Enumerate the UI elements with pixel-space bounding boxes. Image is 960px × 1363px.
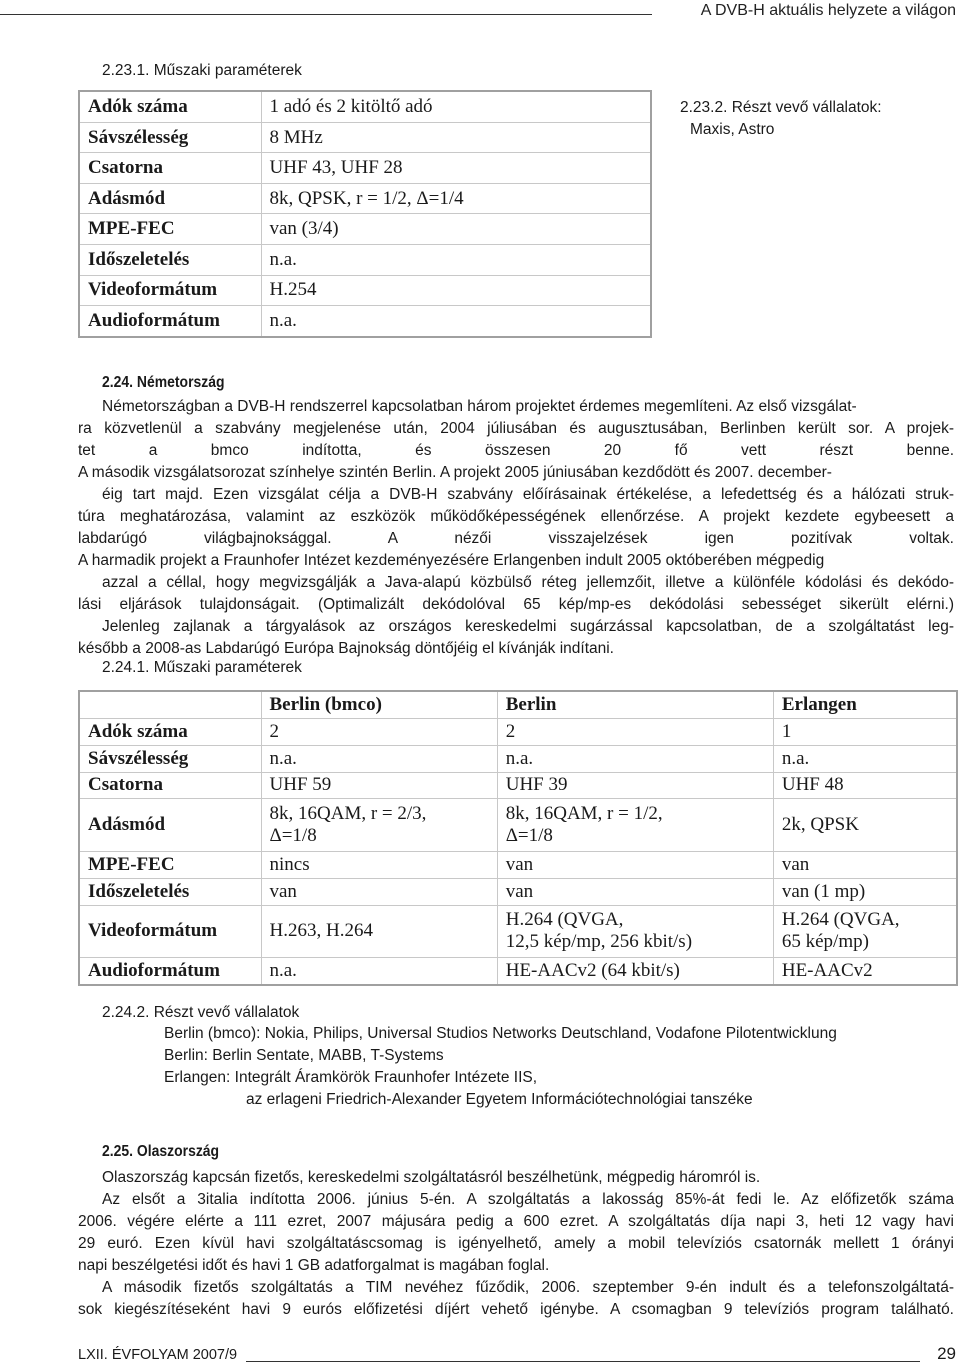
- table-row: [79, 91, 651, 122]
- text-line: tet a bmco indította, és összesen 20 fő vett részt benne.: [78, 442, 954, 459]
- row-label: Sávszélesség: [79, 122, 261, 153]
- cell-line: HE-AACv2: [781, 960, 873, 982]
- table-row: [79, 122, 651, 153]
- table-cell: [773, 718, 957, 745]
- cell-line: nincs: [269, 853, 310, 875]
- cell-line: H.264 (QVGA,: [505, 909, 624, 931]
- row-label: Időszeletelés: [79, 245, 261, 276]
- table-row: [79, 214, 651, 245]
- row-value: n.a.: [261, 306, 651, 337]
- row-value: van (3/4): [261, 214, 651, 245]
- table-cell: [773, 851, 957, 878]
- row-label: Videoformátum: [79, 275, 261, 306]
- table-row: [79, 275, 651, 306]
- section-heading-2-23-1: 2.23.1. Műszaki paraméterek: [102, 62, 302, 79]
- text-line: ra közvetlenül a szabvány megjelenése után, 2004 júliusában és augusztusában, Berlinben került sor. A projek-: [78, 420, 954, 437]
- text-line: sok kiegészítéseként havi 9 eurós előfizetési díjért vehető igénybe. A csomagban 9 televíziós program található.: [78, 1301, 954, 1318]
- cell-line: n.a.: [781, 747, 810, 769]
- cell-line: van (1 mp): [781, 880, 866, 902]
- cell-line: van: [269, 880, 297, 902]
- text-line: Olaszország kapcsán fizetős, kereskedelmi szolgáltatásról beszélhetünk, mégpedig háromról is.: [102, 1169, 761, 1186]
- table-row: [79, 905, 957, 958]
- footer-rule: [246, 1361, 920, 1362]
- row-label: Csatorna: [79, 153, 261, 184]
- table-cell: [773, 799, 957, 852]
- table-cell: [497, 905, 773, 958]
- table-row: [79, 851, 957, 878]
- text-line: labdarúgó világbajnoksággal. A nézői visszajelzések igen pozitívak voltak.: [78, 530, 954, 547]
- row-value: 8 MHz: [261, 122, 651, 153]
- text-line: lási eljárások tulajdonságait. (Optimalizált dekódolóval 65 kép/mp-es dekódolási sebességet sikerült elérni.): [78, 596, 954, 613]
- row-value: n.a.: [261, 245, 651, 276]
- text-line: Berlin (bmco): Nokia, Philips, Universal Studios Networks Deutschland, Vodafone Pilotentwicklung: [164, 1025, 837, 1042]
- row-label: Csatorna: [79, 772, 261, 799]
- cell-line: 12,5 kép/mp, 256 kbit/s): [505, 931, 693, 953]
- text-line: azzal a céllal, hogy megvizsgálják a Java-alapú közbülső réteg jellemzőit, illetve a különféle kódolási és dekódo-: [102, 574, 954, 591]
- table-cell: [261, 958, 497, 985]
- table-cell: [497, 878, 773, 905]
- text-line: Jelenleg zajlanak a tárgyalások az országos kereskedelmi sugárzással kapcsolatban, de a szolgáltatást leg-: [102, 618, 954, 635]
- cell-line: UHF 48: [781, 774, 844, 796]
- row-label: Sávszélesség: [79, 745, 261, 772]
- text-line: A második vizsgálatsorozat színhelye szintén Berlin. A projekt 2005 júniusában kezdődött és 2007. december-: [78, 464, 832, 481]
- row-label: Audioformátum: [79, 958, 261, 985]
- cell-line: H.263, H.264: [269, 920, 373, 942]
- footer-issue: LXII. ÉVFOLYAM 2007/9: [78, 1347, 238, 1363]
- cell-line: n.a.: [505, 747, 534, 769]
- table-row: [79, 799, 957, 852]
- text-line: Az elsőt a 3italia indította 2006. június 5-én. A szolgáltatás a lakosság 85%-át fedi le. Az előfizetők száma: [102, 1191, 954, 1208]
- cell-line: 8k, 16QAM, r = 1/2,: [505, 803, 663, 825]
- cell-line: 2k, QPSK: [781, 814, 859, 836]
- cell-line: n.a.: [269, 747, 297, 769]
- table-row: [79, 153, 651, 184]
- spec-table-2: [78, 690, 958, 986]
- row-label: MPE-FEC: [79, 214, 261, 245]
- cell-line: UHF 39: [505, 774, 568, 796]
- table-cell: [497, 958, 773, 985]
- row-label: MPE-FEC: [79, 851, 261, 878]
- column-header: Berlin (bmco): [261, 691, 497, 718]
- cell-line: HE-AACv2 (64 kbit/s): [505, 960, 680, 982]
- spec-table-1: [78, 90, 652, 338]
- table-cell: [773, 878, 957, 905]
- table-cell: [497, 745, 773, 772]
- text-line: Erlangen: Integrált Áramkörök Fraunhofer Intézete IIS,: [164, 1069, 538, 1086]
- cell-line: 65 kép/mp): [781, 931, 869, 953]
- row-label: Adásmód: [79, 799, 261, 852]
- table-row: [79, 306, 651, 337]
- row-label: Adók száma: [79, 718, 261, 745]
- table-cell: [497, 851, 773, 878]
- text-line: 2006. végére elérte a 111 ezret, 2007 májusára pedig a 600 ezret. A szolgáltatás díja napi 3, heti 12 vagy havi: [78, 1213, 954, 1230]
- table-row: [79, 745, 957, 772]
- text-line: később a 2008-as Labdarúgó Európa Bajnokság döntőjéig el kívánják indítani.: [78, 640, 614, 657]
- table-cell: [261, 851, 497, 878]
- table-header-row: [79, 691, 957, 718]
- table-cell: [261, 799, 497, 852]
- table-cell: [773, 772, 957, 799]
- text-line: Németországban a DVB-H rendszerrel kapcsolatban három projektet érdemes megemlíteni. Az első vizsgálat-: [102, 398, 857, 415]
- column-header: Erlangen: [773, 691, 957, 718]
- table-row: [79, 245, 651, 276]
- text-line: éig tart majd. Ezen vizsgálat célja a DVB-H szabvány előírásainak értékelése, a lefedettség és a hálózati struk-: [102, 486, 954, 503]
- section-heading-2-24-1: 2.24.1. Műszaki paraméterek: [102, 659, 302, 676]
- table-row: [79, 718, 957, 745]
- page-number: 29: [937, 1344, 956, 1363]
- table-cell: [261, 905, 497, 958]
- text-line: A harmadik projekt a Fraunhofer Intézet kezdeményezésére Erlangenben indult 2005 októberében mégpedig: [78, 552, 825, 569]
- text-line: napi beszélgetési időt és havi 1 GB adatforgalmat is magában foglal.: [78, 1257, 550, 1274]
- row-value: 1 adó és 2 kitöltő adó: [261, 91, 651, 122]
- cell-line: 1: [781, 720, 792, 742]
- row-label: Videoformátum: [79, 905, 261, 958]
- row-label: Audioformátum: [79, 306, 261, 337]
- cell-line: van: [505, 853, 534, 875]
- text-line: A második fizetős szolgáltatás a TIM nevéhez fűződik, 2006. szeptember 9-én indult és a telefonszolgáltatá-: [102, 1279, 954, 1296]
- table-cell: [261, 772, 497, 799]
- section-heading-2-23-2: 2.23.2. Részt vevő vállalatok:: [680, 99, 882, 116]
- cell-line: Δ=1/8: [505, 825, 553, 847]
- header-rule: [0, 14, 652, 15]
- table-cell: [261, 745, 497, 772]
- row-label: Adók száma: [79, 91, 261, 122]
- section-heading-2-25: 2.25. Olaszország: [102, 1143, 220, 1160]
- table-cell: [773, 958, 957, 985]
- cell-line: H.264 (QVGA,: [781, 909, 900, 931]
- row-label: Adásmód: [79, 183, 261, 214]
- header-corner: [79, 691, 261, 718]
- section-heading-2-24-2: 2.24.2. Részt vevő vállalatok: [102, 1004, 300, 1021]
- table-cell: [773, 745, 957, 772]
- cell-line: Δ=1/8: [269, 825, 317, 847]
- table-row: [79, 183, 651, 214]
- text-line: túra meghatározása, valamint az eszközök működőképességének ellenőrzése. A projekt kezdete egybeesett a: [78, 508, 954, 525]
- text-line: 29 euró. Ezen kívül havi szolgáltatáscsomag is igényelhető, amely a mobil televíziós csatornák mellett 1 órányi: [78, 1235, 954, 1252]
- table-cell: [261, 878, 497, 905]
- column-header: Berlin: [497, 691, 773, 718]
- table-row: [79, 958, 957, 985]
- text-line: Berlin: Berlin Sentate, MABB, T-Systems: [164, 1047, 444, 1064]
- cell-line: 2: [269, 720, 279, 742]
- running-header: A DVB-H aktuális helyzete a világon: [700, 2, 956, 19]
- text-line: az erlageni Friedrich-Alexander Egyetem Információtechnológiai tanszéke: [246, 1091, 753, 1108]
- cell-line: n.a.: [269, 960, 297, 982]
- table-cell: [261, 718, 497, 745]
- cell-line: UHF 59: [269, 774, 332, 796]
- companies-2-23-2: Maxis, Astro: [690, 121, 775, 138]
- cell-line: van: [781, 853, 810, 875]
- cell-line: 8k, 16QAM, r = 2/3,: [269, 803, 427, 825]
- table-cell: [497, 718, 773, 745]
- row-value: H.254: [261, 275, 651, 306]
- section-heading-2-24: 2.24. Németország: [102, 374, 225, 391]
- table-cell: [497, 772, 773, 799]
- row-value: 8k, QPSK, r = 1/2, Δ=1/4: [261, 183, 651, 214]
- row-label: Időszeletelés: [79, 878, 261, 905]
- table-row: [79, 772, 957, 799]
- table-row: [79, 878, 957, 905]
- row-value: UHF 43, UHF 28: [261, 153, 651, 184]
- cell-line: van: [505, 880, 534, 902]
- cell-line: 2: [505, 720, 516, 742]
- table-cell: [773, 905, 957, 958]
- table-cell: [497, 799, 773, 852]
